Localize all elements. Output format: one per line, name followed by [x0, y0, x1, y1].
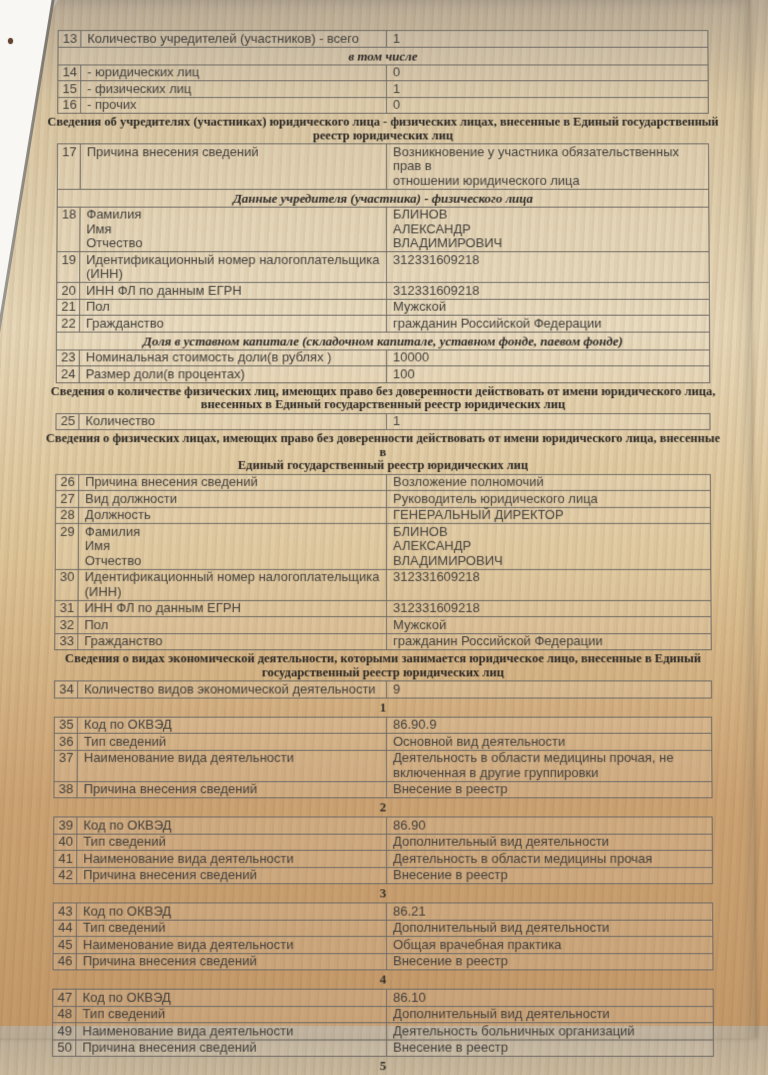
row-value: 10000: [392, 349, 430, 365]
row-label: Фамилия Имя Отчество: [79, 524, 387, 569]
row-label: Вид должности: [79, 491, 387, 506]
table-row: [57, 251, 708, 282]
row-number: 23: [57, 350, 80, 365]
table-row: [59, 31, 708, 46]
row-label: Количество видов экономической деятельности: [78, 681, 387, 697]
row-number: 38: [54, 782, 77, 798]
row-number: 45: [54, 937, 77, 953]
row-value: Внесение в реестр: [393, 1039, 509, 1055]
row-value: Деятельность больничных организаций: [393, 1022, 635, 1038]
row-label: Идентификационный номер налогоплательщика (ИНН): [79, 570, 387, 600]
row-value: Дополнительный вид деятельности: [393, 833, 610, 849]
row-label: Тип сведений: [77, 920, 387, 936]
row-label: Должность: [79, 508, 387, 523]
row-value: Возложение полномочий: [392, 474, 544, 490]
row-label: Наименование вида деятельности: [77, 937, 387, 953]
table-row: [58, 64, 707, 80]
row-number: 49: [53, 1023, 76, 1039]
row-value: Внесение в реестр: [393, 953, 508, 969]
ink-dot: [8, 38, 13, 44]
row-value: Мужской: [393, 616, 447, 632]
row-value: 312331609218: [393, 600, 480, 616]
row-value: 312331609218: [392, 282, 480, 298]
row-number: 46: [53, 954, 76, 970]
row-label: Код по ОКВЭД: [78, 717, 387, 733]
table-row: [57, 282, 709, 298]
row-number: 42: [54, 868, 77, 884]
row-value: 9: [393, 680, 401, 697]
table-row: [57, 349, 709, 365]
row-value: Основной вид деятельности: [393, 733, 566, 749]
activity-group-number: 4: [379, 971, 387, 987]
activity-group-number: 3: [379, 885, 387, 901]
row-number: 28: [56, 508, 79, 523]
section-heading: Сведения о количестве физических лиц, имеющих право без доверенности действовать от имени юридического лица, внесенных в Единый государственный реестр юридических лиц: [50, 383, 716, 412]
row-label: Тип сведений: [78, 734, 387, 750]
document-table: [53, 716, 712, 798]
row-value: Возникновение у участника обязательственных прав в отношении юридического лица: [392, 143, 680, 188]
row-value: 100: [392, 365, 415, 381]
row-value: Дополнительный вид деятельности: [393, 1005, 610, 1022]
table-row: [53, 1039, 713, 1056]
row-label: Фамилия Имя Отчество: [80, 207, 387, 251]
table-row: [56, 523, 711, 569]
document-table: [57, 30, 709, 114]
row-label: - прочих: [81, 97, 387, 112]
row-label: Причина внесения сведений: [77, 954, 387, 970]
row-value: БЛИНОВ АЛЕКСАНДР ВЛАДИМИРОВИЧ: [393, 523, 503, 568]
table-row: [58, 144, 708, 188]
table-row: [54, 867, 712, 884]
row-value: БЛИНОВ АЛЕКСАНДР ВЛАДИМИРОВИЧ: [392, 206, 503, 251]
row-label: Гражданство: [80, 316, 387, 331]
row-number: 40: [54, 834, 77, 850]
row-number: 35: [55, 717, 78, 733]
row-label: Причина внесения сведений: [78, 782, 387, 798]
row-label: Пол: [78, 617, 387, 633]
row-value: 86.90.9: [393, 716, 437, 732]
table-row: [55, 717, 711, 733]
document-table: [53, 816, 713, 884]
table-row: [53, 1005, 713, 1022]
row-number: 17: [58, 144, 81, 188]
row-label: Идентификационный номер налогоплательщика (ИНН): [80, 252, 387, 282]
row-number: 37: [55, 750, 78, 780]
row-value: 86.21: [393, 902, 426, 919]
table-row: [55, 633, 710, 650]
row-number: 29: [56, 524, 79, 569]
row-value: гражданин Российской Федерации: [392, 315, 602, 331]
table-row: [54, 903, 712, 919]
row-number: 22: [57, 316, 80, 331]
document-table: [52, 989, 714, 1057]
row-label: ИНН ФЛ по данным ЕГРН: [80, 283, 387, 298]
table-row: [53, 1022, 713, 1039]
row-number: 13: [59, 31, 82, 46]
row-label: Код по ОКВЭД: [76, 990, 387, 1006]
table-row: [58, 80, 707, 96]
row-value: Дополнительный вид деятельности: [393, 919, 610, 935]
row-value: Мужской: [392, 298, 446, 314]
row-label: Количество учредителей (участников) - всего: [81, 31, 387, 46]
table-row: [56, 490, 710, 506]
table-span-header: Данные учредителя (участника) - физического лица: [58, 188, 709, 206]
row-number: 16: [58, 97, 81, 112]
table-row: [54, 817, 712, 833]
row-value: Руководитель юридического лица: [392, 490, 598, 506]
row-number: 20: [57, 283, 80, 298]
row-value: Деятельность в области медицины прочая, не включенная в другие группировки: [393, 749, 674, 780]
table-row: [56, 569, 711, 600]
document-table: [54, 680, 712, 698]
row-value: 312331609218: [392, 251, 480, 267]
section-heading: Сведения об учредителях (участниках) юридического лица - физических лицах, внесенные в Единый государственный реестр юридических лиц: [47, 114, 719, 142]
row-number: 30: [56, 570, 79, 600]
row-number: 50: [53, 1040, 76, 1056]
table-row: [53, 990, 712, 1006]
row-number: 14: [58, 65, 81, 80]
table-row: [54, 833, 712, 850]
row-number: 36: [55, 734, 78, 750]
table-row: [55, 749, 712, 780]
table-row: [54, 850, 712, 867]
row-label: Тип сведений: [77, 834, 387, 850]
row-number: 24: [57, 366, 80, 381]
row-value: 1: [392, 80, 401, 96]
section-heading: Сведения о физических лицах, имеющих право без доверенности действовать от имени юридического лица, внесенные в Единый государственный реестр юридических лиц: [45, 431, 721, 473]
row-number: 47: [53, 990, 76, 1006]
row-label: Наименование вида деятельности: [78, 750, 387, 780]
table-row: [53, 953, 712, 970]
table-row: [57, 365, 710, 381]
row-label: Причина внесения сведений: [76, 1040, 387, 1056]
row-label: Номинальная стоимость доли(в рублях ): [80, 350, 387, 365]
row-value: 0: [392, 64, 401, 80]
document-table: [56, 143, 711, 382]
table-row: [55, 616, 710, 633]
row-value: Внесение в реестр: [393, 781, 508, 797]
row-label: Наименование вида деятельности: [76, 1023, 387, 1039]
table-row: [58, 97, 708, 113]
row-label: Тип сведений: [76, 1006, 387, 1022]
row-number: 25: [56, 414, 79, 429]
row-number: 33: [55, 634, 78, 650]
row-value: 86.10: [393, 989, 426, 1005]
row-label: Причина внесения сведений: [81, 144, 387, 188]
row-label: Причина внесения сведений: [77, 868, 387, 884]
row-number: 19: [57, 252, 80, 282]
row-number: 43: [54, 903, 77, 919]
table-row: [55, 600, 710, 617]
row-label: Количество: [79, 414, 387, 429]
row-number: 44: [54, 920, 77, 936]
row-number: 34: [55, 681, 78, 697]
row-number: 48: [53, 1006, 76, 1022]
table-row: [55, 733, 712, 750]
table-row: [57, 298, 709, 314]
row-label: - юридических лиц: [81, 65, 387, 80]
row-number: 39: [54, 817, 77, 833]
row-number: 32: [55, 617, 78, 633]
row-label: Наименование вида деятельности: [77, 851, 387, 867]
document-table: [55, 413, 710, 430]
table-row: [55, 681, 711, 697]
row-number: 31: [55, 601, 78, 617]
row-label: Причина внесения сведений: [79, 475, 387, 490]
row-number: 21: [57, 299, 80, 314]
document-content: [0, 4, 768, 1075]
row-value: Внесение в реестр: [393, 867, 508, 883]
table-row: [57, 315, 709, 331]
row-value: гражданин Российской Федерации: [393, 633, 603, 649]
row-value: Общая врачебная практика: [393, 936, 562, 952]
row-label: ИНН ФЛ по данным ЕГРН: [78, 601, 387, 617]
table-row: [54, 936, 713, 953]
row-value: 312331609218: [393, 569, 480, 585]
activity-group-number: 5: [379, 1057, 387, 1074]
row-number: 18: [57, 207, 80, 251]
table-span-header: в том числе: [58, 46, 707, 64]
row-value: 86.90: [393, 816, 426, 833]
row-number: 26: [56, 475, 79, 490]
row-value: 1: [392, 30, 401, 46]
document-photo-area: [0, 4, 768, 1074]
table-row: [54, 919, 713, 936]
document-table: [54, 474, 712, 651]
row-label: Пол: [80, 299, 387, 314]
table-row: [56, 414, 709, 429]
table-row: [56, 507, 710, 523]
row-number: 15: [58, 81, 81, 96]
row-label: Код по ОКВЭД: [77, 817, 387, 833]
table-span-header: Доля в уставном капитале (складочном капитале, уставном фонде, паевом фонде): [57, 331, 709, 349]
row-value: 0: [392, 96, 401, 112]
row-value: Деятельность в области медицины прочая: [393, 850, 653, 866]
row-label: - физических лиц: [81, 81, 387, 96]
row-label: Код по ОКВЭД: [77, 903, 387, 919]
table-row: [57, 206, 708, 251]
row-number: 27: [56, 491, 79, 506]
activity-group-number: 2: [379, 799, 387, 815]
row-number: 41: [54, 851, 77, 867]
row-label: Гражданство: [78, 634, 387, 650]
document-table: [52, 902, 713, 970]
table-row: [54, 781, 711, 798]
row-value: 1: [392, 413, 401, 429]
row-value: ГЕНЕРАЛЬНЫЙ ДИРЕКТОР: [392, 507, 564, 522]
section-heading: Сведения о видах экономической деятельности, которыми занимается юридическое лицо, внесенные в Единый государственный реестр юридических лиц: [65, 651, 701, 679]
table-row: [56, 475, 710, 490]
row-label: Размер доли(в процентах): [80, 366, 387, 381]
activity-group-number: 1: [379, 699, 387, 715]
